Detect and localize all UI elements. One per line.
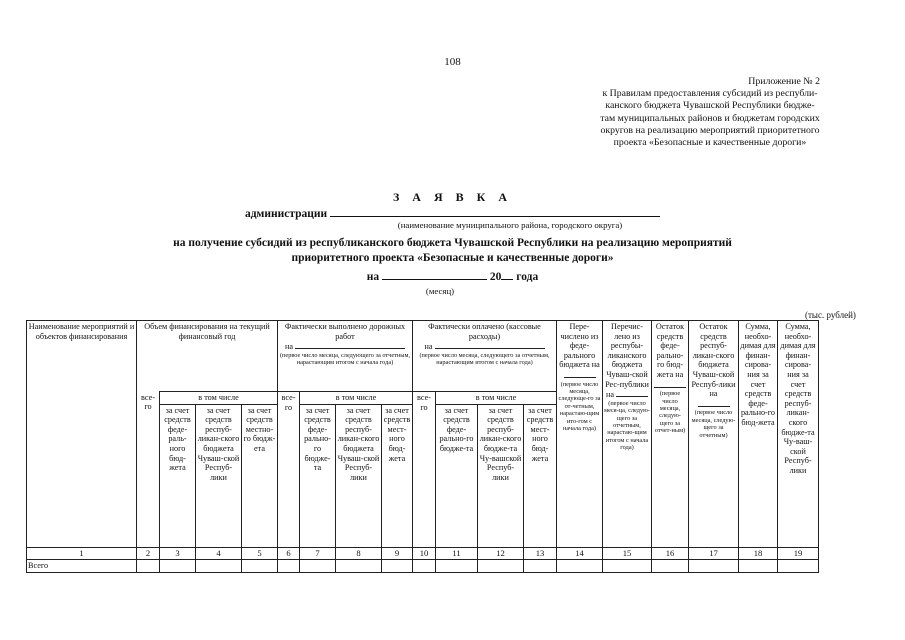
c17-hint: (первое число месяца, следую-щего за отчетным) (691, 409, 736, 439)
paid-na: на (424, 342, 433, 352)
administration-line (0, 206, 905, 220)
c14-hint: (первое число месяца, следующе-го за от-четным, нарастаю-щим ито-гом с начала года) (558, 380, 601, 432)
done-hint: (первое число месяца, следующего за отчетным, нарастающим итогом с начала года) (279, 351, 411, 367)
document-title: З А Я В К А (392, 190, 513, 204)
date-year: 20 (489, 271, 502, 283)
col-header-name: Наименование мероприятий и объектов финансирования (27, 321, 137, 548)
col-number: 17 (689, 547, 739, 560)
administration-name-field[interactable] (330, 206, 660, 217)
col-header-done (278, 321, 413, 392)
col-header-plan: Объем финансирования на текущий финансовый год (137, 321, 278, 392)
col-number: 4 (196, 547, 242, 560)
done-including: в том числе (300, 392, 413, 405)
c17-date-field[interactable] (698, 399, 730, 407)
col-header-19: Сумма, необхо-димая для финан-сирова-ния за счет средств респуб-ликан-ского бюдже-та Чу-ваш-ской Респуб-лики (778, 321, 819, 548)
appendix-line: округов на реализацию мероприятий приоритетного (600, 124, 820, 136)
c14-date-field[interactable] (564, 370, 596, 378)
date-line (0, 269, 905, 283)
total-cell[interactable] (652, 560, 689, 573)
col-header-16 (652, 321, 689, 548)
appendix-line: к Правилам предоставления субсидий из республи- (602, 88, 818, 100)
done-na: на (284, 342, 293, 352)
done-republic: за счет средств респуб-ликан-ского бюджета Чуваш-ской Респуб-лики (336, 404, 382, 547)
plan-total: все-го (137, 392, 160, 548)
paid-including: в том числе (436, 392, 557, 405)
total-cell[interactable] (300, 560, 336, 573)
total-cell[interactable] (689, 560, 739, 573)
purpose-line-1: на получение субсидий из республиканского бюджета Чувашской Республики на реализацию мероприятий (173, 237, 732, 249)
col-number: 8 (336, 547, 382, 560)
c16-main: Остаток средств феде-рально-го бюд-жета на (655, 322, 685, 379)
col-number: 3 (160, 547, 196, 560)
paid-title: Фактически оплачено (кассовые расходы) (428, 322, 541, 341)
c16-hint: (первое число месяца, следую-щего за отчет-ным) (654, 390, 686, 435)
col-number: 19 (778, 547, 819, 560)
col-number: 1 (27, 547, 137, 560)
col-number: 13 (524, 547, 557, 560)
total-cell[interactable] (137, 560, 160, 573)
appendix-title: Приложение № 2 (748, 76, 820, 87)
administration-hint: (наименование муниципального района, городского округа) (397, 220, 623, 230)
total-row-label: Всего (27, 560, 137, 573)
paid-date-field[interactable] (435, 341, 545, 349)
col-number: 10 (413, 547, 436, 560)
total-cell[interactable] (478, 560, 524, 573)
col-header-17 (689, 321, 739, 548)
appendix-line: канского бюджета Чувашской Республики бюдже- (605, 100, 815, 112)
total-cell[interactable] (160, 560, 196, 573)
c15-main: Перечис-лено из респубы-ликанского бюджета Чуваш-ской Рес-публики на (605, 322, 649, 400)
plan-local: за счет средств местно-го бюдж-ета (242, 404, 278, 547)
purpose-line-2: приоритетного проекта «Безопасные и качественные дороги» (291, 252, 614, 264)
administration-label: администрации (244, 208, 328, 220)
appendix-note (560, 76, 860, 149)
total-cell[interactable] (436, 560, 478, 573)
total-cell[interactable] (382, 560, 413, 573)
year-field[interactable] (501, 269, 513, 280)
col-header-18: Сумма, необхо-димая для финан-сирова-ния за счет средств феде-рально-го бюд-жета (739, 321, 778, 548)
month-field[interactable] (382, 269, 487, 280)
units-label: (тыс. рублей) (805, 310, 856, 320)
paid-republic: за счет средств респуб-ликан-ского бюдже-та Чу-вашской Респуб-лики (478, 404, 524, 547)
col-number: 16 (652, 547, 689, 560)
total-cell[interactable] (557, 560, 603, 573)
done-total: все-го (278, 392, 300, 548)
col-number: 5 (242, 547, 278, 560)
total-cell[interactable] (603, 560, 652, 573)
c14-main: Пере-числено из феде-рального бюджета на (559, 322, 600, 370)
c16-date-field[interactable] (654, 380, 686, 388)
col-number: 15 (603, 547, 652, 560)
col-number: 9 (382, 547, 413, 560)
done-local: за счет средств мест-ного бюд-жета (382, 404, 413, 547)
c15-date-field[interactable] (616, 389, 648, 397)
col-number: 7 (300, 547, 336, 560)
col-header-paid (413, 321, 557, 392)
col-number: 12 (478, 547, 524, 560)
total-cell[interactable] (739, 560, 778, 573)
date-prefix: на (366, 271, 380, 283)
done-date-field[interactable] (295, 341, 405, 349)
col-number: 14 (557, 547, 603, 560)
c17-main: Остаток средств респуб-ликан-ского бюджета Чуваш-ской Респуб-лики на (691, 322, 736, 399)
col-number: 2 (137, 547, 160, 560)
col-header-14 (557, 321, 603, 548)
page-number: 108 (444, 56, 461, 68)
done-federal: за счет средств феде-рально-го бюдже-та (300, 404, 336, 547)
total-cell[interactable] (242, 560, 278, 573)
total-cell[interactable] (336, 560, 382, 573)
c15-hint: (первое число меся-ца, следую-щего за отчетным, нарастаю-щим итогом с начала года) (604, 399, 650, 452)
paid-local: за счет средств мест-ного бюд-жета (524, 404, 557, 547)
total-cell[interactable] (778, 560, 819, 573)
month-hint: (месяц) (425, 286, 455, 296)
paid-hint: (первое число месяца, следующего за отчетным, нарастающим итогом с начала года) (419, 351, 550, 367)
application-table (26, 320, 819, 573)
plan-including: в том числе (160, 392, 278, 405)
total-cell[interactable] (196, 560, 242, 573)
col-number: 6 (278, 547, 300, 560)
col-number: 11 (436, 547, 478, 560)
appendix-line: там муниципальных районов и бюджетам городских (600, 112, 820, 124)
paid-total: все-го (413, 392, 436, 548)
col-number: 18 (739, 547, 778, 560)
plan-republic: за счет средств респуб-ликан-ского бюджета Чуваш-ской Респуб-лики (196, 404, 242, 547)
date-suffix: года (516, 271, 539, 283)
appendix-line: проекта «Безопасные и качественные дороги» (613, 137, 807, 149)
paid-federal: за счет средств феде-рально-го бюдже-та (436, 404, 478, 547)
total-cell[interactable] (278, 560, 300, 573)
col-header-15 (603, 321, 652, 548)
done-title: Фактически выполнено дорожных работ (284, 322, 406, 341)
plan-federal: за счет средств феде-раль-ного бюд-жета (160, 404, 196, 547)
total-cell[interactable] (524, 560, 557, 573)
total-cell[interactable] (413, 560, 436, 573)
